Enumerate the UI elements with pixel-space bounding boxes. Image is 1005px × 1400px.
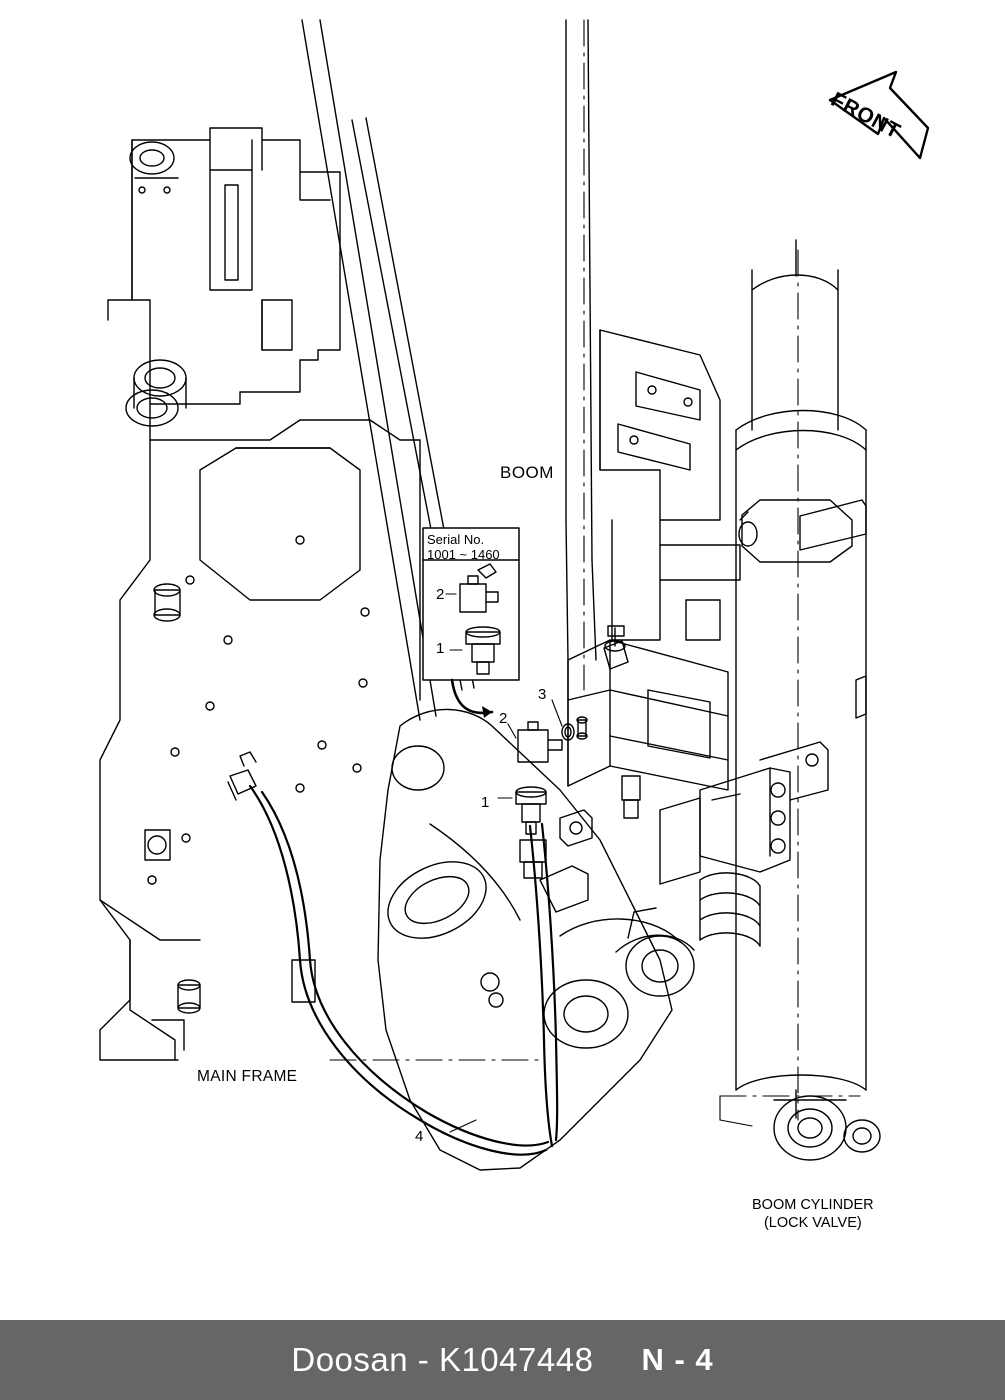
label-boom-cylinder-line1: BOOM CYLINDER: [752, 1197, 874, 1213]
front-arrow-label: FRONT: [827, 88, 905, 144]
callout-2: 2: [499, 710, 508, 727]
inset-serial-line2: 1001 ~ 1460: [427, 547, 500, 562]
footer-page-number: N - 4: [641, 1342, 714, 1377]
label-boom-cylinder: [752, 1196, 874, 1232]
callout-inset-1: 1: [436, 640, 445, 657]
callout-3: 3: [538, 686, 547, 703]
label-boom-cylinder-line2: (LOCK VALVE): [763, 1215, 862, 1231]
inset-serial-title: [427, 532, 500, 562]
page-footer: [0, 1320, 1005, 1400]
footer-title: Doosan - K1047448: [291, 1341, 594, 1378]
label-boom: BOOM: [500, 463, 554, 482]
label-main-frame: MAIN FRAME: [197, 1068, 298, 1085]
callout-1: 1: [481, 794, 490, 811]
callout-4: 4: [415, 1128, 424, 1145]
inset-serial-line1: Serial No.: [427, 532, 485, 547]
callout-inset-2: 2: [436, 586, 445, 603]
